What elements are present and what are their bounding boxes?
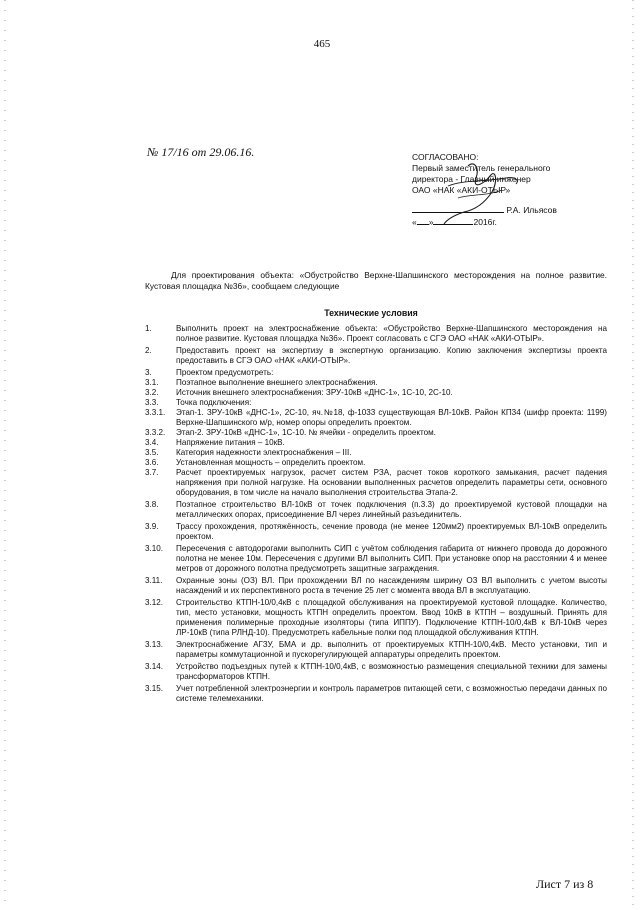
item-number: 3.13. [145,640,164,649]
item-number: 3.4. [145,438,159,447]
item-number: 3.7. [145,468,159,477]
list-item [145,522,607,542]
left-margin-scan-marks [4,0,6,905]
item-text: Проектом предусмотреть: [176,368,274,377]
approval-line: директора - Главный инженер [412,174,531,184]
list-item [145,640,607,660]
item-number: 1. [145,324,152,333]
item-text: Поэтапное выполнение внешнего электроснабжения. [176,378,378,387]
item-text: Категория надежности электроснабжения – III. [176,448,352,457]
item-number: 3.6. [145,458,159,467]
list-item [145,438,607,448]
sheet-counter: Лист 7 из 8 [536,877,594,891]
list-item [145,662,607,682]
list-item [145,544,607,574]
list-item [145,398,607,408]
item-number: 3.11. [145,576,163,585]
item-number: 2. [145,346,152,355]
intro-paragraph [145,270,607,292]
item-number: 3.12. [145,598,164,607]
item-text: Точка подключения: [176,398,252,407]
list-item [145,324,607,344]
list-item [145,468,607,498]
item-number: 3.15. [145,684,164,693]
list-item [145,378,607,388]
item-number: 3.3.2. [145,428,166,437]
approval-line: Первый заместитель генерального [412,163,551,173]
item-number: 3.9. [145,522,159,531]
list-item [145,346,607,366]
item-number: 3.2. [145,388,159,397]
conditions-list [145,324,607,706]
item-text: Установленная мощность – определить проектом. [176,458,366,467]
item-text: Поэтапное строительство ВЛ-10кВ от точек подключения (п.3.3) до проектируемой кустовой площадки на металлических опорах, присоединение ВЛ через линейный разъединитель. [176,500,607,519]
date-open-quote: « [412,217,417,227]
item-text: Предоставить проект на экспертизу в экспертную организацию. Копию заключения экспертизы проекта предоставить в СГЭ ОАО «НАК «АКИ-ОТЫР». [176,346,607,365]
item-text: Учет потребленной электроэнергии и контроль параметров питающей сети, с возможностью передачи данных по системе телемеханики. [176,684,607,703]
handwritten-signature [418,158,528,228]
item-number: 3.14. [145,662,164,671]
list-item [145,598,607,638]
list-item [145,368,607,378]
item-number: 3.1. [145,378,159,387]
date-year: 2016г. [473,217,497,227]
item-text: Напряжение питания – 10кВ. [176,438,285,447]
right-margin-scan-marks [632,0,634,905]
item-text: Устройство подъездных путей к КТПН-10/0,4кВ, с возможностью размещения специальной техники для замены трансформаторов КТПН. [176,662,607,681]
approval-line: ОАО «НАК «АКИ-ОТЫР» [412,185,511,195]
item-text: Этап-2. ЗРУ-10кВ «ДНС-1», 1С-10. № ячейки - определить проектом. [176,428,436,437]
signatory-name: Р.А. Ильясов [506,205,557,215]
item-text: Этап-1. ЗРУ-10кВ «ДНС-1», 2С-10, яч.№18, ф-1033 существующая ВЛ-10кВ. Район КП34 (шифр проекта: 1199) Верхне-Шапшинского м/р, номер опоры определить проектом. [176,408,607,427]
item-number: 3.8. [145,500,159,509]
document-reference [147,145,254,160]
item-number: 3.3.1. [145,408,166,417]
item-text: Строительство КТПН-10/0,4кВ с площадкой обслуживания на проектируемой кустовой площадке. Количество, тип, место установки, мощность КТПН определить проектом. Ввод 10кВ в КТПН – воздушный. Принять для применения полимерные проходные изоляторы (типа ИППУ). Подключение КТПН-10/0,4кВ к ВЛ-10кВ через ЛР-10кВ (типа РЛНД-10). Предусмотреть кабельные полки под площадкой обслуживания КТПН. [176,598,607,637]
item-number: 3.10. [145,544,164,553]
list-item [145,428,607,438]
item-text: Источник внешнего электроснабжения: ЗРУ-10кВ «ДНС-1», 1С-10, 2С-10. [176,388,453,397]
list-item [145,388,607,398]
item-number: 3. [145,368,152,377]
page-number: 465 [313,38,331,50]
list-item [145,500,607,520]
item-text: Трассу прохождения, протяжённость, сечение провода (не менее 120мм2) проектируемых ВЛ-10кВ определить проектом. [176,522,607,541]
list-item [145,576,607,596]
list-item [145,408,607,428]
section-title: Технические условия [324,308,418,318]
item-text: Выполнить проект на электроснабжение объекта: «Обустройство Верхне-Шапшинского месторождения на полное развитие. Кустовая площадка №36». Проект согласовать с СГЭ ОАО «НАК «АКИ-ОТЫР». [176,324,607,343]
list-item [145,684,607,704]
item-text: Электроснабжение АГЗУ, БМА и др. выполнить от проектируемых КТПН-10/0,4кВ. Место установки, тип и параметры коммутационной и пускорегулирующей аппаратуры определить проектом. [176,640,607,659]
item-number: 3.5. [145,448,159,457]
item-text: Пересечения с автодорогами выполнить СИП с учётом соблюдения габарита от нижнего провода до дорожного полотна не менее 10м. Пересечения с другими ВЛ выполнить СИП. При установке опор на расстоянии 4 и менее метров от дорожного полотна предусмотреть защитные заграждения. [176,544,607,573]
list-item [145,458,607,468]
list-item [145,448,607,458]
item-text: Расчет проектируемых нагрузок, расчет систем РЗА, расчет токов короткого замыкания, расчет падения напряжения при полной нагрузке. На основании выполненных расчетов определить параметры сети, основного оборудования, в том числе на начало выполнения строительства Этапа-2. [176,468,607,497]
handwritten-reference: № 17/16 от 29.06.16. [147,145,255,159]
date-close-quote: » [428,217,434,227]
intro-text: Для проектирования объекта: «Обустройство Верхне-Шапшинского месторождения на полное развитие. Кустовая площадка №36», сообщаем следующие [145,270,607,291]
approval-line: СОГЛАСОВАНО: [412,152,479,162]
item-text: Охранные зоны (ОЗ) ВЛ. При прохождении ВЛ по насаждениям ширину ОЗ ВЛ выполнить с учетом высоты насаждений и их перспективного роста в течение 25 лет с момента ввода ВЛ в эксплуатацию. [176,576,607,595]
item-number: 3.3. [145,398,159,407]
